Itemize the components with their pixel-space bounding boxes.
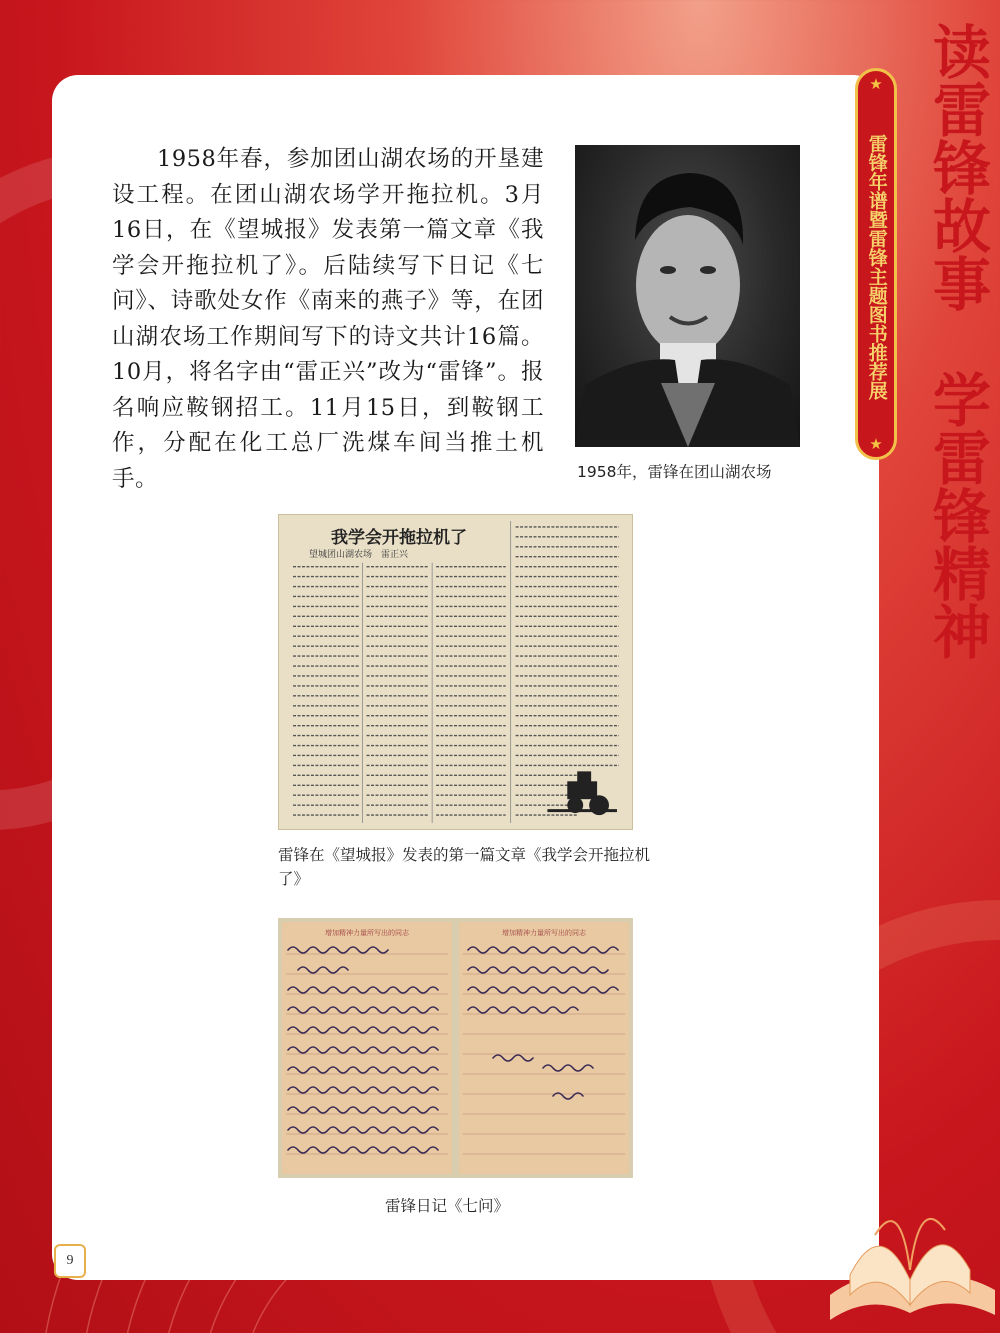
intro-paragraph: 1958年春，参加团山湖农场的开垦建设工程。在团山湖农场学开拖拉机。3月16日，在《望城报》发表第一篇文章《我学会开拖拉机了》。后陆续写下日记《七问》、诗歌处女作《南来的燕子》等，在团山湖农场工作期间写下的诗文共计16篇。10月，将名字由“雷正兴”改为“雷锋”。报名响应鞍钢招工。11月15日，到鞍钢工作，分配在化工总厂洗煤车间当推土机手。 — [112, 146, 544, 492]
star-icon: ★ — [869, 75, 883, 93]
newspaper-clipping — [278, 514, 633, 830]
diary-photo — [278, 918, 633, 1178]
exhibition-banner — [855, 68, 897, 460]
newspaper-byline: 望城团山湖农场 雷正兴 — [309, 550, 409, 560]
page-title: 读雷锋故事 学雷锋精神 — [923, 22, 991, 660]
diary-caption: 雷锋日记《七问》 — [385, 1197, 510, 1215]
star-icon: ★ — [869, 435, 883, 453]
diary-page-header: 增加精神力量所写出的同志 — [502, 929, 586, 937]
diary-page-header: 增加精神力量所写出的同志 — [325, 929, 409, 937]
page-number: 9 — [54, 1244, 86, 1278]
portrait-caption: 1958年，雷锋在团山湖农场 — [577, 463, 772, 481]
newspaper-title: 我学会开拖拉机了 — [331, 528, 467, 548]
banner-text: 雷锋年谱暨雷锋主题图书推荐展 — [865, 134, 888, 400]
portrait-photo — [575, 145, 800, 447]
portrait-illustration — [575, 145, 800, 447]
open-book-icon — [820, 1175, 1000, 1325]
newspaper-caption: 雷锋在《望城报》发表的第一篇文章《我学会开拖拉机了》 — [278, 846, 651, 888]
newspaper-text-lines — [279, 515, 632, 829]
tractor-icon — [547, 771, 617, 815]
diary-handwriting — [278, 918, 633, 1178]
